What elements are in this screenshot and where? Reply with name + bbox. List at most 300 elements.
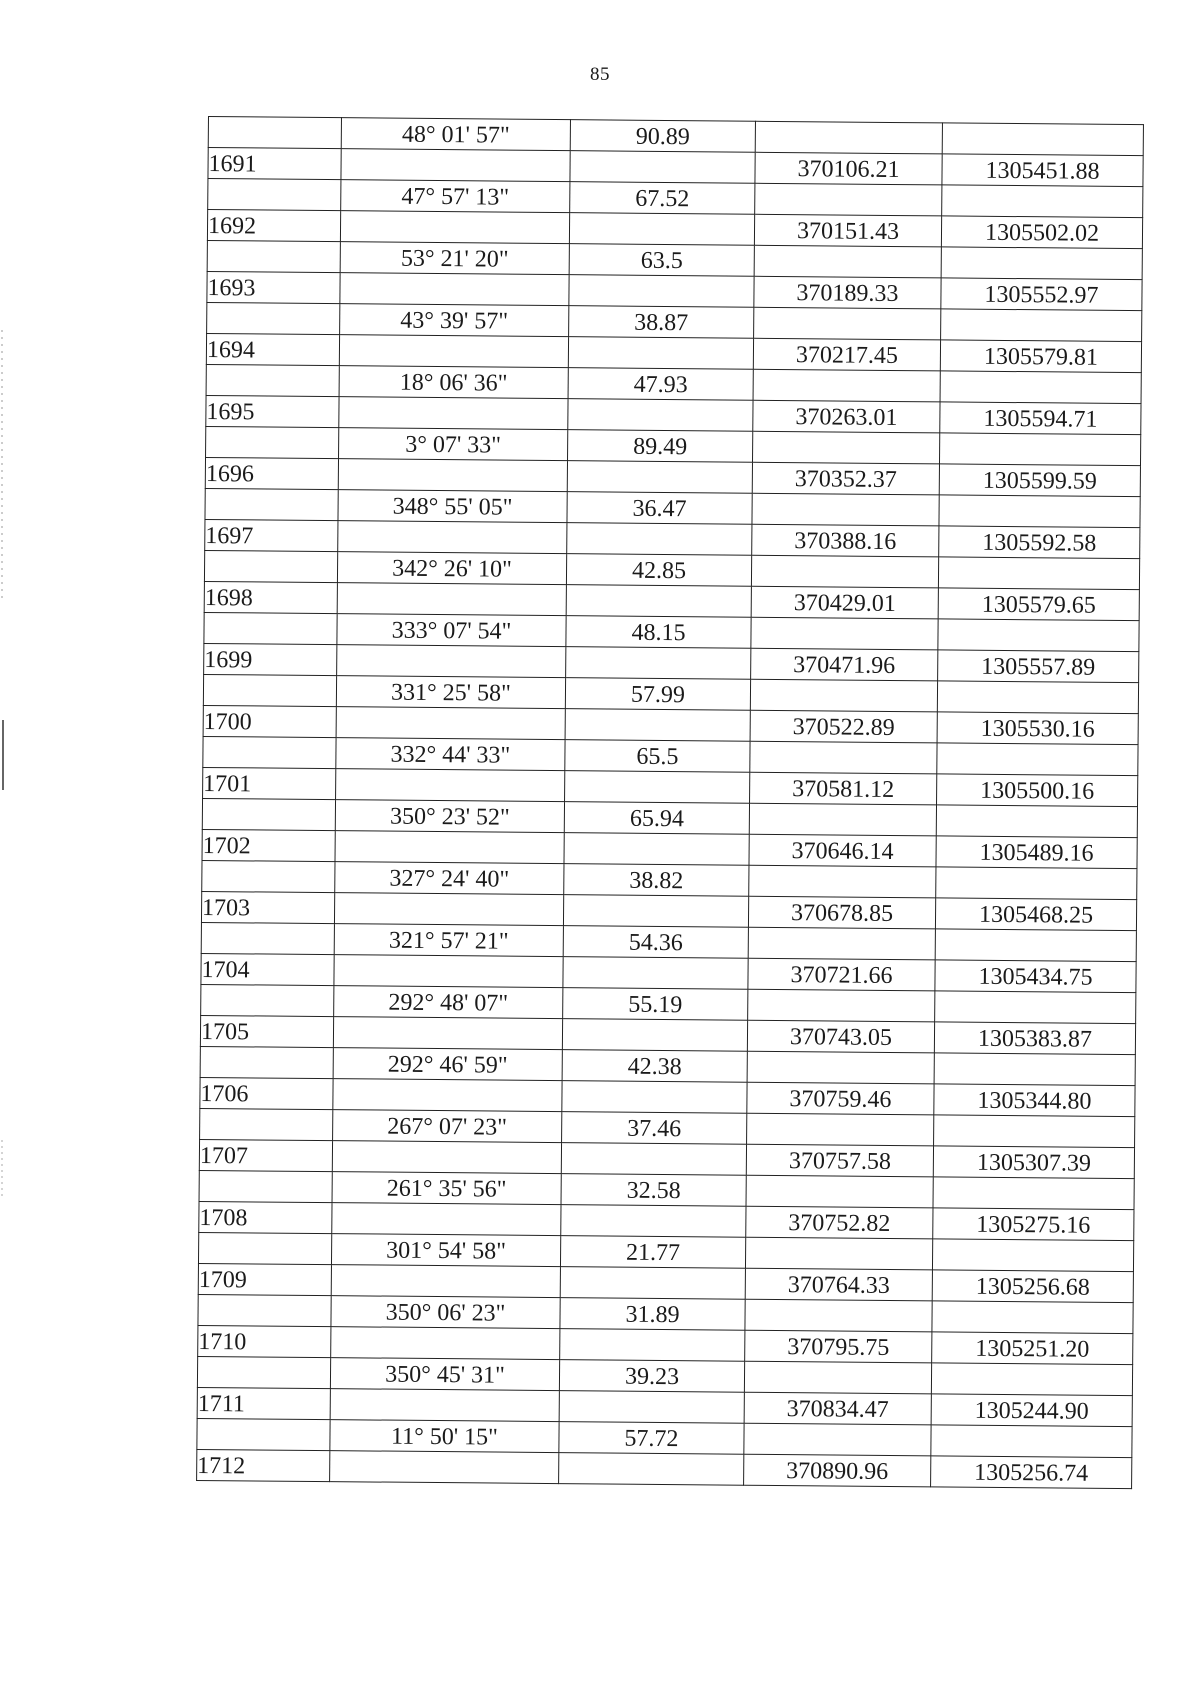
easting-cell [935, 991, 1136, 1024]
station-cell-text: 1712 [197, 1452, 246, 1480]
bearing-cell-text: 47° 57' 13" [401, 183, 510, 211]
distance-cell-text: 31.89 [625, 1301, 680, 1329]
bearing-cell [341, 149, 570, 182]
bearing-cell [331, 1327, 560, 1360]
station-cell-text: 1711 [197, 1390, 245, 1418]
bearing-cell-text: 18° 06' 36" [399, 369, 508, 397]
northing-cell [750, 710, 937, 743]
station-cell [201, 953, 334, 985]
northing-cell [754, 245, 941, 278]
station-cell [206, 426, 339, 458]
easting-cell [937, 743, 1138, 776]
distance-cell [563, 988, 748, 1021]
easting-cell [934, 1084, 1135, 1117]
northing-cell [744, 1454, 931, 1487]
easting-cell [934, 1115, 1135, 1148]
distance-cell-text: 89.49 [633, 433, 688, 461]
station-cell [205, 457, 338, 489]
bearing-cell [335, 862, 564, 895]
distance-cell [562, 1081, 747, 1114]
easting-cell [942, 154, 1143, 187]
station-cell [198, 1263, 331, 1295]
bearing-cell [341, 118, 570, 151]
northing-cell [752, 462, 939, 495]
bearing-cell [336, 707, 565, 740]
bearing-cell [333, 1110, 562, 1143]
easting-cell-text: 1305502.02 [984, 219, 1100, 247]
easting-cell [931, 1456, 1132, 1489]
station-cell-text: 1706 [200, 1080, 249, 1108]
bearing-cell [338, 459, 567, 492]
easting-cell [935, 960, 1136, 993]
northing-cell-text: 370151.43 [796, 218, 900, 246]
bearing-cell-text: 301° 54' 58" [386, 1237, 507, 1265]
easting-cell-text: 1305592.58 [982, 529, 1097, 557]
bearing-cell [331, 1234, 560, 1267]
northing-cell [752, 493, 939, 526]
bearing-cell [340, 211, 569, 244]
easting-cell [940, 340, 1141, 373]
distance-cell [560, 1236, 745, 1269]
distance-cell [560, 1329, 745, 1362]
distance-cell-text: 55.19 [628, 991, 683, 1019]
northing-cell-text: 370743.05 [789, 1024, 893, 1052]
distance-cell [569, 275, 754, 308]
distance-cell-text: 42.38 [627, 1053, 682, 1081]
northing-cell [746, 1206, 933, 1239]
easting-cell [938, 650, 1139, 683]
station-cell-text: 1699 [204, 646, 253, 674]
station-cell [198, 1232, 331, 1264]
northing-cell [744, 1423, 931, 1456]
bearing-cell-text: 48° 01' 57" [401, 121, 510, 149]
easting-cell-text: 1305489.16 [979, 839, 1094, 867]
distance-cell [569, 306, 754, 339]
northing-cell [749, 834, 936, 867]
distance-cell-text: 47.93 [633, 371, 688, 399]
distance-cell [559, 1453, 744, 1486]
station-cell [202, 829, 335, 861]
northing-cell [744, 1392, 931, 1425]
bearing-cell [334, 893, 563, 926]
northing-cell [745, 1299, 932, 1332]
easting-cell [939, 433, 1140, 466]
station-cell [208, 117, 341, 149]
station-cell-text: 1704 [201, 956, 250, 984]
station-cell [206, 395, 339, 427]
station-cell [197, 1418, 330, 1450]
northing-cell-text: 370834.47 [786, 1396, 889, 1423]
bearing-cell [330, 1358, 559, 1391]
northing-cell [754, 214, 941, 247]
northing-cell-text: 370759.46 [789, 1086, 892, 1114]
station-cell-text: 1697 [205, 522, 254, 550]
easting-cell-text: 1305468.25 [978, 901, 1094, 929]
bearing-cell-text: 43° 39' 57" [400, 307, 509, 335]
distance-cell-text: 48.15 [631, 619, 686, 647]
distance-cell [568, 337, 753, 370]
distance-cell-text: 54.36 [628, 929, 683, 957]
northing-cell-text: 370646.14 [791, 838, 894, 866]
station-cell-text: 1692 [207, 213, 257, 240]
bearing-cell-text: 348° 55' 05" [392, 493, 513, 521]
distance-cell [570, 120, 755, 153]
station-cell [207, 210, 340, 242]
easting-cell-text: 1305530.16 [980, 715, 1095, 743]
bearing-cell [339, 335, 568, 368]
northing-cell-text: 370678.85 [790, 900, 894, 928]
easting-cell [937, 774, 1138, 807]
bearing-cell-text: 332° 44' 33" [390, 741, 511, 769]
easting-cell [937, 681, 1138, 714]
distance-cell [570, 151, 755, 184]
station-cell [201, 922, 334, 954]
distance-cell [564, 802, 749, 835]
coordinate-table-body [197, 117, 1144, 1489]
northing-cell [746, 1175, 933, 1208]
easting-cell [938, 557, 1139, 590]
easting-cell-text: 1305434.75 [978, 963, 1093, 991]
station-cell [203, 705, 336, 737]
easting-cell [940, 371, 1141, 404]
easting-cell-text: 1305275.16 [976, 1211, 1091, 1239]
northing-cell [748, 989, 935, 1022]
easting-cell [933, 1177, 1134, 1210]
easting-cell [932, 1270, 1133, 1303]
station-cell [198, 1294, 331, 1326]
station-cell [204, 550, 337, 582]
station-cell [203, 736, 336, 768]
distance-cell [566, 585, 751, 618]
northing-cell [753, 400, 940, 433]
bearing-cell [340, 304, 569, 337]
station-cell [200, 1077, 333, 1109]
easting-cell [937, 712, 1138, 745]
northing-cell-text: 370890.96 [786, 1458, 889, 1485]
easting-cell [941, 278, 1142, 311]
northing-cell [750, 679, 937, 712]
northing-cell-text: 370764.33 [787, 1272, 890, 1299]
station-cell [204, 643, 337, 675]
distance-cell-text: 37.46 [627, 1115, 682, 1143]
station-cell [198, 1325, 331, 1357]
station-cell [205, 488, 338, 520]
distance-cell-text: 65.5 [636, 743, 679, 771]
easting-cell [934, 1053, 1135, 1086]
easting-cell [932, 1332, 1133, 1365]
station-cell [202, 860, 335, 892]
station-cell-text: 1696 [205, 460, 254, 488]
northing-cell-text: 370352.37 [794, 466, 897, 494]
bearing-cell-text: 3° 07' 33" [405, 431, 502, 459]
northing-cell [751, 586, 938, 619]
easting-cell [941, 247, 1142, 280]
easting-cell [935, 929, 1136, 962]
station-cell [197, 1387, 330, 1419]
distance-cell [563, 926, 748, 959]
station-cell-text: 1691 [208, 151, 257, 178]
northing-cell [749, 803, 936, 836]
easting-cell [936, 836, 1137, 869]
distance-cell [568, 368, 753, 401]
distance-cell-text: 38.87 [634, 309, 689, 337]
northing-cell [747, 1051, 934, 1084]
bearing-cell-text: 267° 07' 23" [387, 1113, 508, 1141]
easting-cell [934, 1022, 1135, 1055]
easting-cell-text: 1305244.90 [974, 1397, 1089, 1425]
easting-cell-text: 1305251.20 [975, 1335, 1090, 1363]
distance-cell-text: 38.82 [629, 867, 684, 895]
station-cell [204, 612, 337, 644]
distance-cell [567, 523, 752, 556]
station-cell-text: 1693 [207, 275, 256, 302]
northing-cell [755, 152, 942, 185]
bearing-cell [336, 676, 565, 709]
distance-cell [562, 1050, 747, 1083]
easting-cell [936, 867, 1137, 900]
easting-cell-text: 1305579.81 [983, 343, 1099, 371]
station-cell-text: 1703 [201, 894, 251, 922]
bearing-cell-text: 261° 35' 56" [386, 1175, 507, 1203]
northing-cell [752, 524, 939, 557]
distance-cell [560, 1298, 745, 1331]
easting-cell [932, 1301, 1133, 1334]
distance-cell-text: 21.77 [625, 1239, 681, 1267]
bearing-cell [332, 1172, 561, 1205]
station-cell [200, 1015, 333, 1047]
northing-cell [751, 555, 938, 588]
station-cell-text: 1705 [200, 1018, 250, 1046]
bearing-cell [332, 1141, 561, 1174]
station-cell-text: 1698 [204, 584, 253, 612]
distance-cell [562, 1019, 747, 1052]
bearing-cell [337, 552, 566, 585]
station-cell [201, 891, 334, 923]
northing-cell [745, 1268, 932, 1301]
station-cell [199, 1170, 332, 1202]
distance-cell [568, 430, 753, 463]
distance-cell [565, 771, 750, 804]
distance-cell [566, 554, 751, 587]
bearing-cell [336, 769, 565, 802]
easting-cell [932, 1239, 1133, 1272]
bearing-cell [340, 242, 569, 275]
bearing-cell-text: 327° 24' 40" [389, 865, 510, 893]
northing-cell [748, 896, 935, 929]
northing-cell [754, 307, 941, 340]
easting-cell-text: 1305552.97 [984, 281, 1099, 309]
northing-cell [744, 1361, 931, 1394]
station-cell [207, 271, 340, 303]
distance-cell [561, 1174, 746, 1207]
northing-cell [755, 121, 942, 154]
bearing-cell-text: 331° 25' 58" [391, 679, 511, 707]
bearing-cell-text: 350° 23' 52" [389, 803, 510, 831]
easting-cell-text: 1305579.65 [981, 591, 1096, 619]
bearing-cell [337, 645, 566, 678]
distance-cell [559, 1422, 744, 1455]
bearing-cell-text: 11° 50' 15" [390, 1423, 498, 1451]
bearing-cell [334, 955, 563, 988]
easting-cell [931, 1363, 1132, 1396]
station-cell [206, 333, 339, 365]
bearing-cell-text: 292° 48' 07" [388, 989, 509, 1017]
northing-cell [746, 1144, 933, 1177]
easting-cell [939, 526, 1140, 559]
distance-cell [565, 709, 750, 742]
easting-cell [935, 898, 1136, 931]
bearing-cell [339, 397, 568, 430]
bearing-cell-text: 342° 26' 10" [392, 555, 513, 583]
station-cell [199, 1201, 332, 1233]
bearing-cell [336, 738, 565, 771]
bearing-cell [337, 614, 566, 647]
station-cell-text: 1707 [199, 1142, 249, 1170]
northing-cell [748, 958, 935, 991]
distance-cell [568, 399, 753, 432]
northing-cell [751, 617, 938, 650]
station-cell [204, 581, 337, 613]
northing-cell [747, 1082, 934, 1115]
bearing-cell [341, 180, 570, 213]
station-cell [197, 1356, 330, 1388]
northing-cell [745, 1330, 932, 1363]
station-cell [207, 302, 340, 334]
distance-cell [565, 678, 750, 711]
northing-cell-text: 370757.58 [788, 1148, 892, 1175]
distance-cell [563, 895, 748, 928]
northing-cell [748, 927, 935, 960]
distance-cell-text: 42.85 [631, 557, 687, 585]
bearing-cell [340, 273, 569, 306]
station-cell [200, 1046, 333, 1078]
distance-cell [569, 244, 754, 277]
distance-cell [561, 1205, 746, 1238]
distance-cell-text: 65.94 [629, 805, 684, 833]
easting-cell-text: 1305500.16 [980, 777, 1095, 805]
bearing-cell [330, 1451, 559, 1484]
distance-cell [560, 1267, 745, 1300]
bearing-cell [335, 800, 564, 833]
bearing-cell-text: 333° 07' 54" [391, 617, 512, 645]
station-cell [203, 767, 336, 799]
northing-cell-text: 370263.01 [795, 404, 898, 432]
northing-cell-text: 370581.12 [792, 776, 895, 804]
page-number: 85 [590, 64, 610, 85]
distance-cell [563, 957, 748, 990]
easting-cell-text: 1305599.59 [982, 467, 1097, 495]
distance-cell [570, 182, 755, 215]
easting-cell [936, 805, 1137, 838]
bearing-cell [339, 366, 568, 399]
northing-cell-text: 370388.16 [794, 528, 897, 556]
northing-cell-text: 370429.01 [793, 590, 896, 618]
distance-cell-text: 67.52 [635, 185, 690, 213]
distance-cell [562, 1112, 747, 1145]
distance-cell-text: 63.5 [640, 247, 683, 275]
northing-cell [751, 648, 938, 681]
station-cell-text: 1710 [198, 1328, 247, 1356]
easting-cell [942, 123, 1143, 156]
station-cell [205, 519, 338, 551]
distance-cell-text: 90.89 [635, 123, 690, 151]
station-cell-text: 1708 [199, 1204, 248, 1232]
bearing-cell [339, 428, 568, 461]
bearing-cell [330, 1389, 559, 1422]
northing-cell [753, 338, 940, 371]
bearing-cell-text: 350° 45' 31" [385, 1361, 505, 1389]
northing-cell-text: 370752.82 [788, 1210, 891, 1237]
northing-cell [747, 1020, 934, 1053]
distance-cell [569, 213, 754, 246]
station-cell-text: 1700 [203, 708, 252, 736]
station-cell [208, 179, 341, 211]
northing-cell [750, 741, 937, 774]
station-cell [202, 798, 335, 830]
coordinate-table [196, 116, 1144, 1489]
station-cell [197, 1449, 330, 1481]
distance-cell [564, 833, 749, 866]
bearing-cell [338, 490, 567, 523]
easting-cell-text: 1305256.74 [974, 1459, 1089, 1487]
northing-cell-text: 370189.33 [796, 280, 899, 308]
northing-cell [747, 1113, 934, 1146]
easting-cell [938, 619, 1139, 652]
easting-cell-text: 1305451.88 [985, 157, 1100, 185]
distance-cell-text: 39.23 [624, 1363, 680, 1391]
bearing-cell [333, 1048, 562, 1081]
distance-cell-text: 36.47 [632, 495, 687, 523]
northing-cell [750, 772, 937, 805]
distance-cell-text: 57.72 [624, 1425, 679, 1453]
bearing-cell-text: 321° 57' 21" [388, 927, 509, 955]
station-cell [203, 674, 336, 706]
northing-cell [755, 183, 942, 216]
easting-cell-text: 1305307.39 [976, 1149, 1092, 1177]
northing-cell-text: 370217.45 [795, 342, 899, 370]
station-cell-text: 1694 [206, 337, 256, 364]
station-cell-text: 1702 [202, 832, 251, 860]
station-cell [206, 364, 339, 396]
easting-cell [940, 402, 1141, 435]
station-cell-text: 1701 [203, 770, 252, 798]
distance-cell [565, 740, 750, 773]
easting-cell-text: 1305383.87 [977, 1025, 1093, 1053]
distance-cell-text: 32.58 [626, 1177, 681, 1205]
bearing-cell [332, 1203, 561, 1236]
easting-cell-text: 1305344.80 [977, 1087, 1092, 1115]
station-cell [201, 984, 334, 1016]
station-cell-text: 1709 [198, 1266, 247, 1294]
bearing-cell-text: 292° 46' 59" [387, 1051, 508, 1079]
easting-cell [931, 1425, 1132, 1458]
northing-cell-text: 370721.66 [790, 962, 893, 990]
distance-cell [567, 461, 752, 494]
northing-cell [752, 431, 939, 464]
station-cell [199, 1139, 332, 1171]
bearing-cell [331, 1296, 560, 1329]
distance-cell [564, 864, 749, 897]
northing-cell [753, 369, 940, 402]
distance-cell-text: 57.99 [630, 681, 686, 709]
easting-cell-text: 1305594.71 [983, 405, 1098, 433]
northing-cell [745, 1237, 932, 1270]
bearing-cell-text: 53° 21' 20" [400, 245, 509, 273]
easting-cell [938, 588, 1139, 621]
bearing-cell [334, 924, 563, 957]
northing-cell [749, 865, 936, 898]
easting-cell-text: 1305557.89 [981, 653, 1096, 681]
